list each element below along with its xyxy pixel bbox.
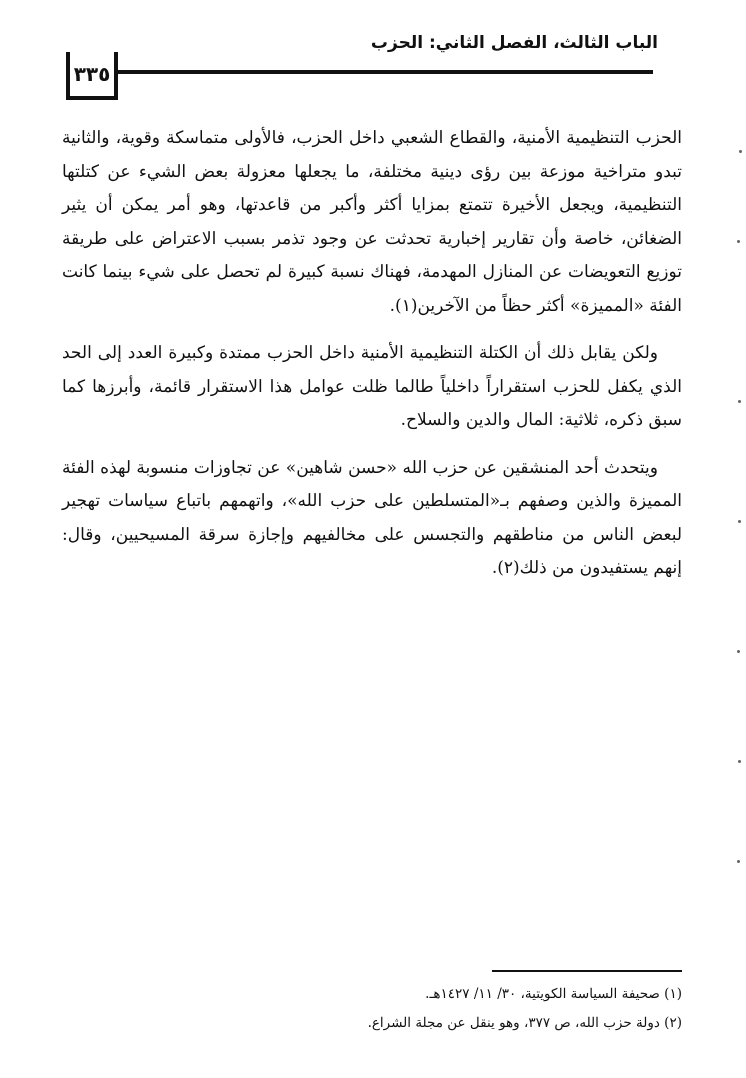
running-header-title: الباب الثالث، الفصل الثاني: الحزب — [370, 33, 658, 53]
footnote-separator — [492, 970, 682, 972]
body-text — [62, 122, 682, 600]
footnote-1: (١) صحيفة السياسة الكويتية، ٣٠/ ١١/ ١٤٢٧هـ. — [425, 986, 682, 1002]
scan-mark — [738, 520, 741, 523]
scan-mark — [737, 650, 740, 653]
footnote-2: (٢) دولة حزب الله، ص ٣٧٧، وهو ينقل عن مجلة الشراع. — [367, 1015, 682, 1031]
paragraph-3: ويتحدث أحد المنشقين عن حزب الله «حسن شاهين» عن تجاوزات منسوبة لهذه الفئة المميزة والذين وصفهم بـ«المتسلطين على حزب الله»، واتهمهم باتباع سياسات تهجير لبعض الناس من مناطقهم والتجسس على مخالفيهم وإجازة سرقة المسيحيين، وقال: إنهم يستفيدون من ذلك(٢). — [62, 457, 682, 578]
scan-mark — [739, 150, 742, 153]
scan-mark — [737, 240, 740, 243]
header-rule — [118, 70, 653, 74]
scan-mark — [737, 860, 740, 863]
footnotes — [62, 980, 682, 1038]
scan-mark — [738, 760, 741, 763]
paragraph-1: الحزب التنظيمية الأمنية، والقطاع الشعبي داخل الحزب، فالأولى متماسكة وقوية، والثانية تبدو متراخية موزعة بين رؤى دينية مختلفة، ما يجعلها معزولة بعض الشيء عن كتلتها التنظيمية، ويجعل الأخيرة تتمتع بمزايا أكثر وأكبر من قاعدتها، وهو أمر يمكن أن يثير الضغائن، خاصة وأن تقارير إخبارية تحدثت عن وجود تذمر بسبب الاعتراض على طريقة توزيع التعويضات عن المنازل المهدمة، فهناك نسبة كبيرة لم تحصل على شيء بينما كانت الفئة «المميزة» أكثر حظاً من الآخرين(١). — [62, 128, 682, 316]
page-number: ٣٣٥ — [66, 52, 118, 100]
scan-mark — [738, 400, 741, 403]
paragraph-2: ولكن يقابل ذلك أن الكتلة التنظيمية الأمنية داخل الحزب ممتدة وكبيرة العدد إلى الحد الذي يكفل للحزب استقراراً داخلياً طالما ظلت عوامل هذا الاستقرار قائمة، وأبرزها كما سبق ذكره، ثلاثية: المال والدين والسلاح. — [62, 343, 682, 430]
